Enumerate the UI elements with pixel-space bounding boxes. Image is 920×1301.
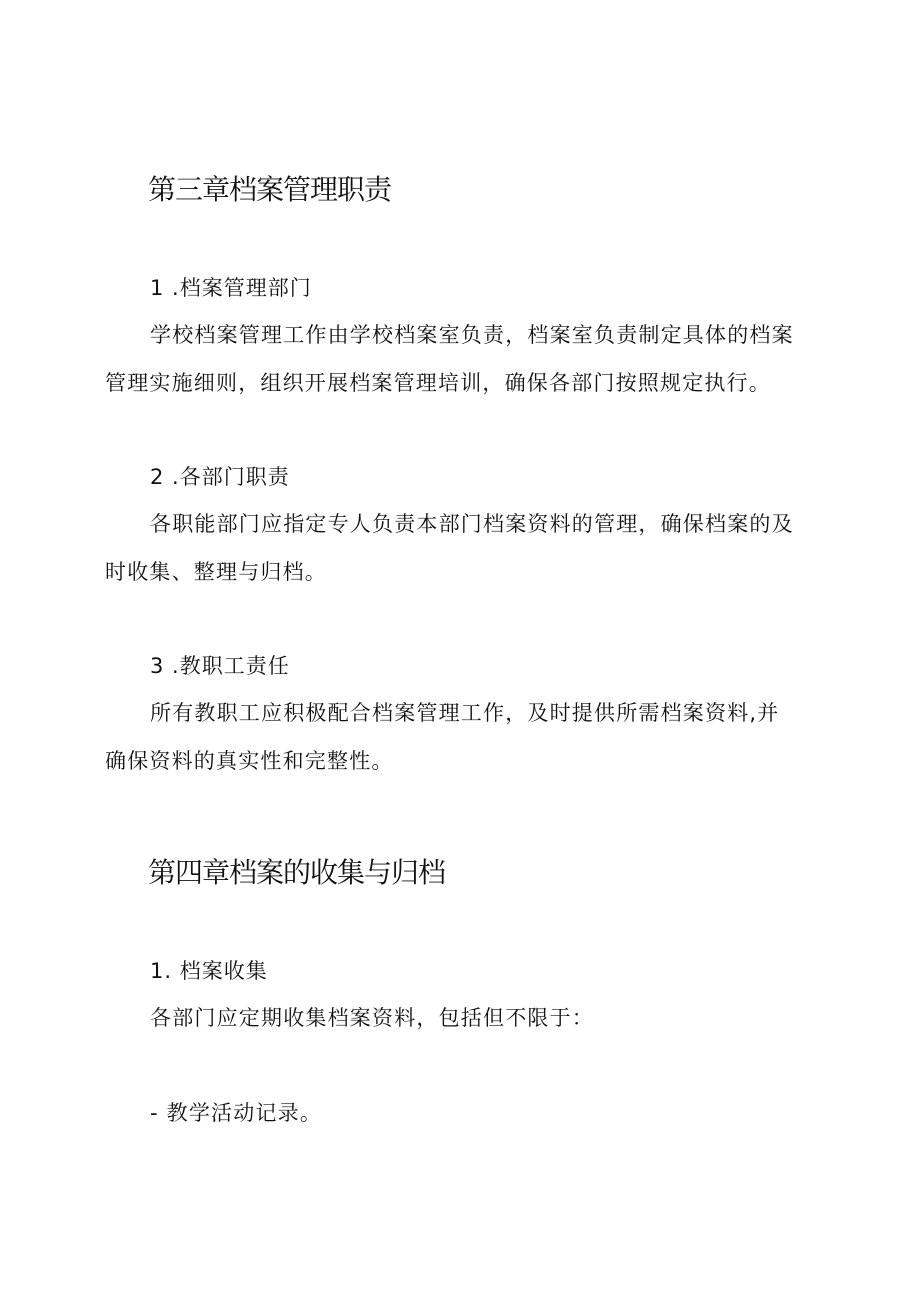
chapter-3-title: 第三章档案管理职责 xyxy=(148,173,392,206)
chapter-3-section-2-line-2: 时收集、整理与归档。 xyxy=(105,560,327,584)
chapter-4-list-item: - 教学活动记录。 xyxy=(150,1101,323,1125)
chapter-3-section-2-line-1: 各职能部门应指定专人负责本部门档案资料的管理，确保档案的及 xyxy=(150,512,794,536)
chapter-4-title: 第四章档案的收集与归档 xyxy=(148,856,446,889)
chapter-3-section-3-line-2: 确保资料的真实性和完整性。 xyxy=(105,749,394,773)
chapter-3-section-1-heading: 1 .档案管理部门 xyxy=(150,276,312,300)
chapter-4-section-1-heading: 1. 档案收集 xyxy=(150,959,268,983)
chapter-3-section-1-line-1: 学校档案管理工作由学校档案室负责，档案室负责制定具体的档案 xyxy=(150,323,794,347)
chapter-3-section-3-heading: 3 .教职工责任 xyxy=(150,654,290,678)
chapter-4-section-1-line-1: 各部门应定期收集档案资料，包括但不限于： xyxy=(150,1006,594,1030)
chapter-3-section-1-line-2: 管理实施细则，组织开展档案管理培训，确保各部门按照规定执行。 xyxy=(105,371,771,395)
chapter-3-section-2-heading: 2 .各部门职责 xyxy=(150,465,290,489)
chapter-3-section-3-line-1: 所有教职工应积极配合档案管理工作，及时提供所需档案资料,并 xyxy=(150,701,780,725)
